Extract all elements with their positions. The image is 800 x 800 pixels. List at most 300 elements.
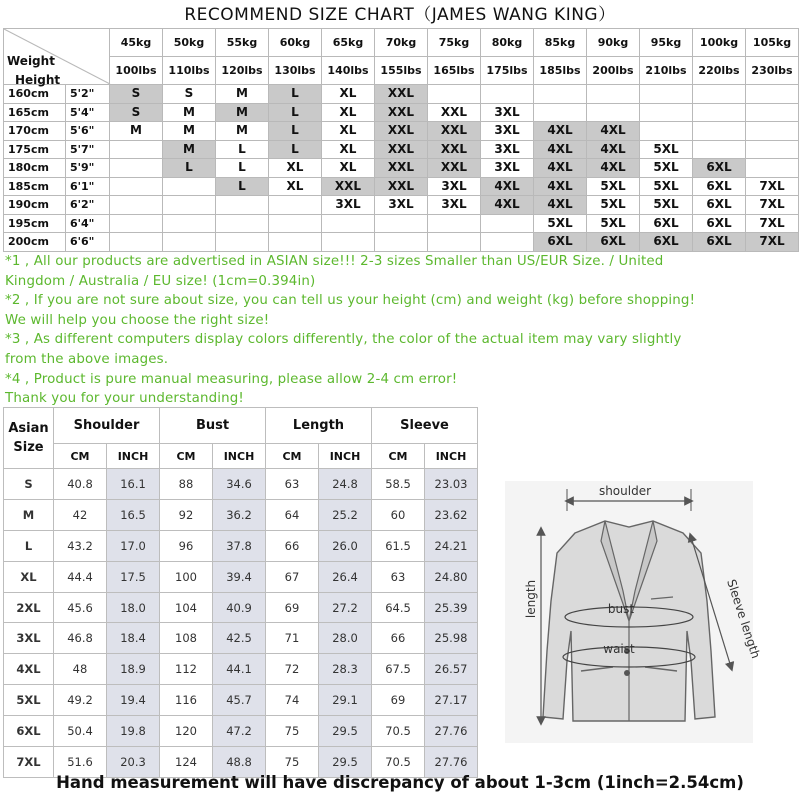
weight-lbs-header: 100lbs <box>110 57 163 85</box>
cm-value-cell: 71 <box>266 623 319 654</box>
size-cell: 5XL <box>640 177 693 196</box>
weight-lbs-header: 130lbs <box>269 57 322 85</box>
page-title: RECOMMEND SIZE CHART（JAMES WANG KING） <box>184 5 616 25</box>
size-cell: M <box>163 122 216 141</box>
cm-value-cell: 64 <box>266 499 319 530</box>
height-cm-cell: 195cm <box>4 214 66 233</box>
cm-value-cell: 96 <box>160 530 213 561</box>
size-cell <box>269 214 322 233</box>
note-line: from the above images. <box>5 351 169 367</box>
size-cell: 6XL <box>693 196 746 215</box>
size-cell: 4XL <box>534 196 587 215</box>
cm-value-cell: 46.8 <box>54 623 107 654</box>
inch-value-cell: 24.80 <box>425 561 478 592</box>
size-cell: XL <box>322 140 375 159</box>
measurement-table <box>3 407 478 778</box>
inch-value-cell: 28.3 <box>319 654 372 685</box>
size-cell: L <box>269 85 322 104</box>
measurement-row <box>4 716 478 747</box>
inch-unit-header: INCH <box>213 444 266 469</box>
size-cell: L <box>269 140 322 159</box>
size-cell: M <box>110 122 163 141</box>
weight-lbs-header: 230lbs <box>746 57 799 85</box>
weight-lbs-header: 155lbs <box>375 57 428 85</box>
inch-value-cell: 48.8 <box>213 747 266 778</box>
measurement-unit-row <box>4 444 478 469</box>
height-label: Height <box>15 73 61 87</box>
inch-value-cell: 25.39 <box>425 592 478 623</box>
inch-value-cell: 17.0 <box>107 530 160 561</box>
size-cell: 5XL <box>640 159 693 178</box>
height-ft-cell: 5'4" <box>66 103 110 122</box>
chart-row <box>4 214 799 233</box>
size-cell: XL <box>269 177 322 196</box>
size-cell: S <box>110 85 163 104</box>
weight-kg-header: 60kg <box>269 29 322 57</box>
cm-value-cell: 104 <box>160 592 213 623</box>
inch-value-cell: 25.98 <box>425 623 478 654</box>
cm-value-cell: 66 <box>372 623 425 654</box>
height-cm-cell: 160cm <box>4 85 66 104</box>
measurement-group-header: Sleeve <box>372 408 478 444</box>
inch-value-cell: 27.2 <box>319 592 372 623</box>
size-cell: 5XL <box>587 177 640 196</box>
inch-value-cell: 26.0 <box>319 530 372 561</box>
size-cell: L <box>216 159 269 178</box>
size-cell <box>534 103 587 122</box>
size-cell: 3XL <box>428 177 481 196</box>
weight-kg-header: 105kg <box>746 29 799 57</box>
size-cell: 4XL <box>534 122 587 141</box>
cm-value-cell: 120 <box>160 716 213 747</box>
inch-unit-header: INCH <box>425 444 478 469</box>
size-cell: 6XL <box>587 233 640 252</box>
measurement-row <box>4 623 478 654</box>
size-cell <box>322 214 375 233</box>
size-cell <box>375 214 428 233</box>
inch-unit-header: INCH <box>319 444 372 469</box>
inch-value-cell: 26.57 <box>425 654 478 685</box>
size-label-cell: 4XL <box>4 654 54 685</box>
size-cell: M <box>216 85 269 104</box>
size-cell: 5XL <box>587 196 640 215</box>
size-cell <box>163 214 216 233</box>
cm-unit-header: CM <box>160 444 213 469</box>
measurement-group-header: Length <box>266 408 372 444</box>
size-cell: XXL <box>428 140 481 159</box>
size-cell: M <box>163 103 216 122</box>
size-notes <box>5 252 797 409</box>
size-cell: XL <box>322 159 375 178</box>
size-label-cell: L <box>4 530 54 561</box>
size-cell: XXL <box>428 159 481 178</box>
size-cell <box>481 85 534 104</box>
chart-row <box>4 159 799 178</box>
chart-header-lbs-row <box>4 57 799 85</box>
size-cell <box>216 214 269 233</box>
size-cell <box>693 103 746 122</box>
cm-value-cell: 49.2 <box>54 685 107 716</box>
chart-row <box>4 140 799 159</box>
size-cell <box>481 233 534 252</box>
size-label-cell: 6XL <box>4 716 54 747</box>
size-cell <box>481 214 534 233</box>
weight-kg-header: 45kg <box>110 29 163 57</box>
height-cm-cell: 175cm <box>4 140 66 159</box>
size-cell <box>110 177 163 196</box>
size-cell: 3XL <box>481 122 534 141</box>
cm-value-cell: 72 <box>266 654 319 685</box>
cm-value-cell: 42 <box>54 499 107 530</box>
weight-lbs-header: 220lbs <box>693 57 746 85</box>
cm-value-cell: 58.5 <box>372 469 425 500</box>
height-ft-cell: 5'2" <box>66 85 110 104</box>
size-cell <box>693 140 746 159</box>
height-ft-cell: 5'6" <box>66 122 110 141</box>
inch-unit-header: INCH <box>107 444 160 469</box>
size-cell: XL <box>322 85 375 104</box>
size-cell: XXL <box>428 122 481 141</box>
inch-value-cell: 23.62 <box>425 499 478 530</box>
cm-value-cell: 124 <box>160 747 213 778</box>
inch-value-cell: 27.76 <box>425 716 478 747</box>
size-cell: 5XL <box>640 140 693 159</box>
size-cell: 3XL <box>481 103 534 122</box>
inch-value-cell: 18.9 <box>107 654 160 685</box>
inch-value-cell: 47.2 <box>213 716 266 747</box>
cm-value-cell: 70.5 <box>372 747 425 778</box>
size-cell <box>640 85 693 104</box>
size-cell: 7XL <box>746 233 799 252</box>
measurement-row <box>4 654 478 685</box>
size-cell <box>216 196 269 215</box>
weight-kg-header: 75kg <box>428 29 481 57</box>
size-cell <box>746 159 799 178</box>
size-cell <box>110 214 163 233</box>
weight-lbs-header: 140lbs <box>322 57 375 85</box>
note-line: *3 , As different computers display colors differently, the color of the actual item may vary slightly <box>5 332 682 348</box>
size-cell: M <box>163 140 216 159</box>
measurement-row <box>4 561 478 592</box>
measurement-header-row <box>4 408 478 444</box>
size-cell: 6XL <box>693 177 746 196</box>
size-cell <box>428 214 481 233</box>
footer-note: Hand measurement will have discrepancy of about 1-3cm (1inch=2.54cm) <box>56 773 744 792</box>
cm-value-cell: 116 <box>160 685 213 716</box>
inch-value-cell: 45.7 <box>213 685 266 716</box>
size-cell: XL <box>322 122 375 141</box>
size-cell: XL <box>269 159 322 178</box>
weight-lbs-header: 210lbs <box>640 57 693 85</box>
size-cell: 5XL <box>640 196 693 215</box>
cm-value-cell: 43.2 <box>54 530 107 561</box>
weight-kg-header: 70kg <box>375 29 428 57</box>
size-cell <box>110 196 163 215</box>
size-cell: L <box>269 103 322 122</box>
inch-value-cell: 34.6 <box>213 469 266 500</box>
size-label-cell: M <box>4 499 54 530</box>
inch-value-cell: 44.1 <box>213 654 266 685</box>
cm-value-cell: 45.6 <box>54 592 107 623</box>
size-cell <box>269 196 322 215</box>
note-line: *2 , If you are not sure about size, you can tell us your height (cm) and weight (kg) before shopping! <box>5 293 696 309</box>
inch-value-cell: 37.8 <box>213 530 266 561</box>
size-cell: XXL <box>375 103 428 122</box>
size-cell: 3XL <box>481 140 534 159</box>
height-ft-cell: 6'2" <box>66 196 110 215</box>
size-cell <box>375 233 428 252</box>
weight-kg-header: 90kg <box>587 29 640 57</box>
size-cell: XXL <box>375 159 428 178</box>
height-ft-cell: 6'6" <box>66 233 110 252</box>
size-cell: 6XL <box>693 214 746 233</box>
cm-value-cell: 40.8 <box>54 469 107 500</box>
inch-value-cell: 23.03 <box>425 469 478 500</box>
cm-value-cell: 88 <box>160 469 213 500</box>
size-cell <box>534 85 587 104</box>
size-cell <box>587 85 640 104</box>
size-label-cell: S <box>4 469 54 500</box>
size-label-cell: 2XL <box>4 592 54 623</box>
note-line: Thank you for your understanding! <box>5 391 244 407</box>
cm-value-cell: 48 <box>54 654 107 685</box>
cm-value-cell: 100 <box>160 561 213 592</box>
inch-value-cell: 39.4 <box>213 561 266 592</box>
chart-row <box>4 177 799 196</box>
chart-header-kg-row <box>4 29 799 57</box>
height-ft-cell: 5'7" <box>66 140 110 159</box>
cm-value-cell: 92 <box>160 499 213 530</box>
cm-value-cell: 74 <box>266 685 319 716</box>
inch-value-cell: 27.17 <box>425 685 478 716</box>
size-cell <box>110 159 163 178</box>
size-cell <box>110 140 163 159</box>
inch-value-cell: 29.5 <box>319 747 372 778</box>
cm-value-cell: 70.5 <box>372 716 425 747</box>
size-chart-table <box>3 28 799 252</box>
weight-lbs-header: 165lbs <box>428 57 481 85</box>
cm-value-cell: 69 <box>372 685 425 716</box>
note-line: *1 , All our products are advertised in ASIAN size!!! 2-3 sizes Smaller than US/EUR Size. / United <box>5 254 664 269</box>
measurement-row <box>4 685 478 716</box>
inch-value-cell: 28.0 <box>319 623 372 654</box>
note-line: Kingdom / Australia / EU size! (1cm=0.394in) <box>5 273 316 289</box>
size-cell: 6XL <box>640 214 693 233</box>
size-cell: 7XL <box>746 177 799 196</box>
size-cell: XXL <box>375 122 428 141</box>
size-cell <box>746 103 799 122</box>
inch-value-cell: 16.1 <box>107 469 160 500</box>
size-cell: 3XL <box>322 196 375 215</box>
size-cell: 4XL <box>481 177 534 196</box>
cm-value-cell: 44.4 <box>54 561 107 592</box>
cm-value-cell: 112 <box>160 654 213 685</box>
jacket-measurement-diagram <box>505 481 763 743</box>
size-cell: XXL <box>375 177 428 196</box>
size-cell: M <box>216 103 269 122</box>
measurement-row <box>4 469 478 500</box>
inch-value-cell: 29.5 <box>319 716 372 747</box>
height-cm-cell: 180cm <box>4 159 66 178</box>
size-cell <box>269 233 322 252</box>
size-cell <box>110 233 163 252</box>
weight-label: Weight <box>7 54 55 68</box>
height-cm-cell: 200cm <box>4 233 66 252</box>
size-cell: L <box>163 159 216 178</box>
size-cell: 3XL <box>481 159 534 178</box>
size-cell: 4XL <box>587 122 640 141</box>
chart-corner-cell <box>4 29 110 85</box>
size-cell <box>746 85 799 104</box>
size-cell: 4XL <box>534 177 587 196</box>
size-cell: XL <box>322 103 375 122</box>
size-label-cell: 7XL <box>4 747 54 778</box>
size-cell <box>693 122 746 141</box>
weight-lbs-header: 185lbs <box>534 57 587 85</box>
size-cell <box>322 233 375 252</box>
inch-value-cell: 16.5 <box>107 499 160 530</box>
size-label-cell: XL <box>4 561 54 592</box>
size-cell <box>693 85 746 104</box>
size-cell: 7XL <box>746 196 799 215</box>
shoulder-label: shoulder <box>598 484 652 498</box>
measurement-row <box>4 592 478 623</box>
weight-kg-header: 55kg <box>216 29 269 57</box>
chart-row <box>4 85 799 104</box>
size-cell: L <box>269 122 322 141</box>
inch-value-cell: 19.4 <box>107 685 160 716</box>
weight-kg-header: 80kg <box>481 29 534 57</box>
height-ft-cell: 5'9" <box>66 159 110 178</box>
height-cm-cell: 190cm <box>4 196 66 215</box>
cm-value-cell: 75 <box>266 747 319 778</box>
weight-kg-header: 85kg <box>534 29 587 57</box>
cm-value-cell: 108 <box>160 623 213 654</box>
asian-size-header: Asian Size <box>4 408 54 469</box>
inch-value-cell: 27.76 <box>425 747 478 778</box>
note-line: We will help you choose the right size! <box>5 312 270 328</box>
size-cell: XXL <box>428 103 481 122</box>
inch-value-cell: 18.4 <box>107 623 160 654</box>
size-cell: S <box>110 103 163 122</box>
weight-kg-header: 65kg <box>322 29 375 57</box>
size-cell <box>746 140 799 159</box>
size-cell: XXL <box>322 177 375 196</box>
chart-row <box>4 122 799 141</box>
weight-kg-header: 100kg <box>693 29 746 57</box>
sleeve-length-label: Sleeve length <box>724 577 763 661</box>
size-cell <box>163 233 216 252</box>
size-cell: 5XL <box>587 214 640 233</box>
inch-value-cell: 29.1 <box>319 685 372 716</box>
weight-lbs-header: 120lbs <box>216 57 269 85</box>
size-cell: 3XL <box>428 196 481 215</box>
height-ft-cell: 6'1" <box>66 177 110 196</box>
inch-value-cell: 40.9 <box>213 592 266 623</box>
size-cell: 7XL <box>746 214 799 233</box>
inch-value-cell: 24.8 <box>319 469 372 500</box>
cm-unit-header: CM <box>54 444 107 469</box>
cm-value-cell: 66 <box>266 530 319 561</box>
inch-value-cell: 20.3 <box>107 747 160 778</box>
inch-value-cell: 17.5 <box>107 561 160 592</box>
inch-value-cell: 42.5 <box>213 623 266 654</box>
size-cell <box>640 103 693 122</box>
inch-value-cell: 18.0 <box>107 592 160 623</box>
inch-value-cell: 36.2 <box>213 499 266 530</box>
size-cell <box>428 85 481 104</box>
size-cell: 3XL <box>375 196 428 215</box>
size-cell: XXL <box>375 140 428 159</box>
measurement-row <box>4 530 478 561</box>
chart-row <box>4 233 799 252</box>
bust-label: bust <box>607 602 635 616</box>
height-cm-cell: 165cm <box>4 103 66 122</box>
size-cell: 5XL <box>534 214 587 233</box>
weight-lbs-header: 110lbs <box>163 57 216 85</box>
size-label-cell: 5XL <box>4 685 54 716</box>
cm-value-cell: 63 <box>372 561 425 592</box>
size-cell <box>163 177 216 196</box>
cm-value-cell: 64.5 <box>372 592 425 623</box>
weight-kg-header: 95kg <box>640 29 693 57</box>
size-label-cell: 3XL <box>4 623 54 654</box>
size-cell: 4XL <box>587 159 640 178</box>
cm-value-cell: 51.6 <box>54 747 107 778</box>
waist-label: waist <box>603 642 635 656</box>
weight-lbs-header: 175lbs <box>481 57 534 85</box>
size-cell <box>587 103 640 122</box>
size-cell: 6XL <box>534 233 587 252</box>
inch-value-cell: 25.2 <box>319 499 372 530</box>
note-line: *4 , Product is pure manual measuring, please allow 2-4 cm error! <box>5 371 458 387</box>
size-cell: L <box>216 177 269 196</box>
cm-value-cell: 75 <box>266 716 319 747</box>
size-cell: 6XL <box>693 159 746 178</box>
cm-unit-header: CM <box>266 444 319 469</box>
size-cell: 6XL <box>640 233 693 252</box>
size-cell <box>216 233 269 252</box>
size-cell: 4XL <box>534 159 587 178</box>
cm-value-cell: 67.5 <box>372 654 425 685</box>
measurement-group-header: Shoulder <box>54 408 160 444</box>
measurement-row <box>4 499 478 530</box>
size-cell <box>640 122 693 141</box>
cm-value-cell: 67 <box>266 561 319 592</box>
size-cell <box>163 196 216 215</box>
size-cell: XXL <box>375 85 428 104</box>
height-cm-cell: 185cm <box>4 177 66 196</box>
size-cell <box>428 233 481 252</box>
cm-value-cell: 50.4 <box>54 716 107 747</box>
cm-value-cell: 61.5 <box>372 530 425 561</box>
cm-value-cell: 60 <box>372 499 425 530</box>
jacket-illustration <box>505 481 763 743</box>
measurement-group-header: Bust <box>160 408 266 444</box>
size-cell: 6XL <box>693 233 746 252</box>
cm-unit-header: CM <box>372 444 425 469</box>
chart-row <box>4 103 799 122</box>
size-cell: 4XL <box>481 196 534 215</box>
size-cell: S <box>163 85 216 104</box>
length-label: length <box>524 579 538 619</box>
inch-value-cell: 19.8 <box>107 716 160 747</box>
inch-value-cell: 26.4 <box>319 561 372 592</box>
size-cell <box>746 122 799 141</box>
height-ft-cell: 6'4" <box>66 214 110 233</box>
size-cell: L <box>216 140 269 159</box>
inch-value-cell: 24.21 <box>425 530 478 561</box>
